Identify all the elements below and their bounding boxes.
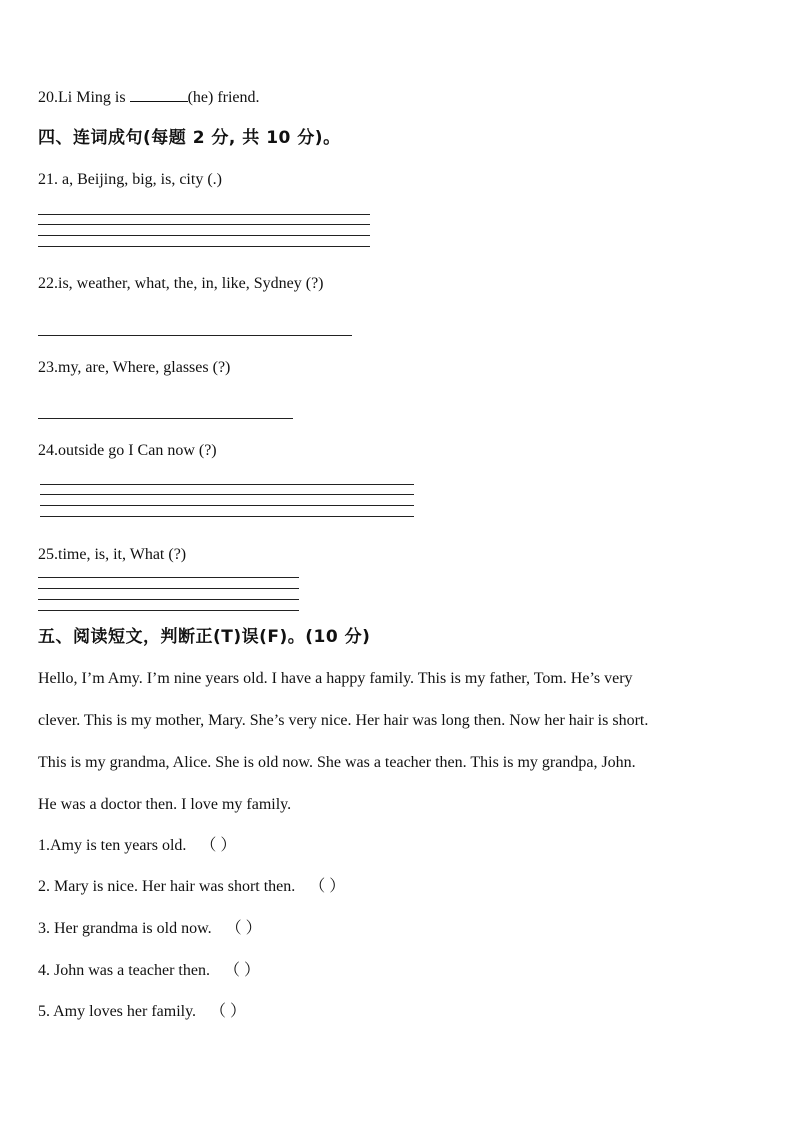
answer-parentheses[interactable]: （ ）	[223, 962, 260, 979]
question-20-suffix: (he) friend.	[187, 89, 260, 106]
writing-line[interactable]	[40, 484, 414, 485]
judgement-item	[38, 877, 345, 897]
question-25: 25.time, is, it, What (?)	[38, 546, 187, 563]
writing-line[interactable]	[38, 246, 370, 247]
passage-line: He was a doctor then. I love my family.	[38, 796, 292, 813]
judgement-item	[38, 919, 262, 939]
answer-parentheses[interactable]: （ ）	[225, 920, 262, 937]
question-24: 24.outside go I Can now (?)	[38, 442, 217, 459]
writing-line[interactable]	[38, 214, 370, 215]
writing-line[interactable]	[38, 588, 299, 589]
question-20-prefix: 20.Li Ming is	[38, 89, 130, 106]
writing-line[interactable]	[38, 577, 299, 578]
passage-line: clever. This is my mother, Mary. She’s very nice. Her hair was long then. Now her hair is short.	[38, 712, 649, 729]
judgement-text: 1.Amy is ten years old.	[38, 837, 187, 854]
answer-parentheses[interactable]: （ ）	[210, 1003, 247, 1020]
answer-parentheses[interactable]: （ ）	[200, 837, 237, 854]
writing-line[interactable]	[38, 418, 293, 419]
judgement-item	[38, 961, 260, 981]
judgement-text: 3. Her grandma is old now.	[38, 920, 212, 937]
question-22: 22.is, weather, what, the, in, like, Sydney (?)	[38, 275, 324, 292]
passage-line: This is my grandma, Alice. She is old now. She was a teacher then. This is my grandpa, John.	[38, 754, 636, 771]
question-23: 23.my, are, Where, glasses (?)	[38, 359, 231, 376]
judgement-text: 4. John was a teacher then.	[38, 962, 210, 979]
passage-line: Hello, I’m Amy. I’m nine years old. I have a happy family. This is my father, Tom. He’s very	[38, 670, 633, 687]
question-20	[38, 87, 260, 108]
writing-line[interactable]	[38, 335, 352, 336]
writing-line[interactable]	[38, 610, 299, 611]
writing-line[interactable]	[38, 224, 370, 225]
judgement-item	[38, 1002, 246, 1022]
answer-parentheses[interactable]: （ ）	[309, 878, 346, 895]
writing-line[interactable]	[40, 516, 414, 517]
judgement-item	[38, 836, 236, 856]
reading-passage	[38, 658, 768, 826]
writing-line[interactable]	[40, 505, 414, 506]
section-4-heading: 四、连词成句(每题 2 分, 共 10 分)。	[38, 128, 341, 148]
writing-line[interactable]	[40, 494, 414, 495]
judgement-text: 2. Mary is nice. Her hair was short then.	[38, 878, 296, 895]
judgement-text: 5. Amy loves her family.	[38, 1003, 197, 1020]
question-21: 21. a, Beijing, big, is, city (.)	[38, 171, 222, 188]
section-5-heading: 五、阅读短文，判断正(T)误(F)。(10 分)	[38, 627, 371, 647]
writing-line[interactable]	[38, 235, 370, 236]
writing-line[interactable]	[38, 599, 299, 600]
answer-blank[interactable]	[130, 87, 188, 102]
